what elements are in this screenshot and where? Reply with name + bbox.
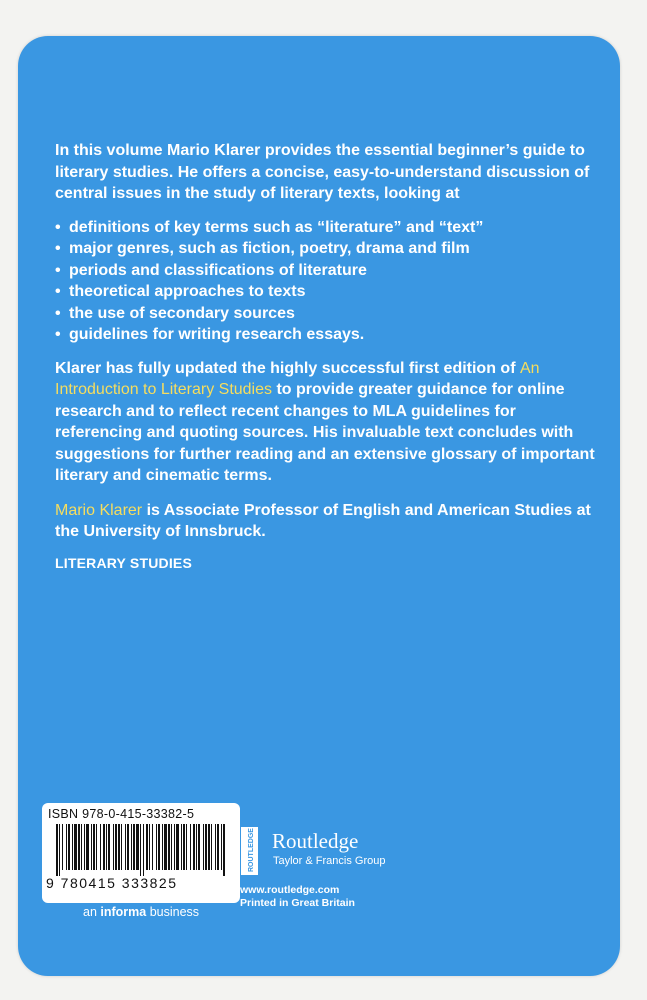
publisher-subtitle: Taylor & Francis Group <box>273 855 386 867</box>
routledge-logo-icon <box>240 826 268 876</box>
publisher-website: www.routledge.com <box>240 884 340 896</box>
author-bio <box>55 500 595 543</box>
logo-vertical-text: ROUTLEDGE <box>248 828 255 872</box>
isbn-label: ISBN 978-0-415-33382-5 <box>48 807 195 821</box>
barcode-panel <box>42 803 240 903</box>
list-item: • the use of secondary sources <box>55 303 595 325</box>
author-name: Mario Klarer <box>55 501 143 519</box>
informa-suffix: business <box>146 905 200 919</box>
topic-list <box>55 217 595 346</box>
series-label: LITERARY STUDIES <box>55 554 192 571</box>
update-text-after: to provide greater guidance for online research and to reflect recent changes to MLA guidelines for referencing and quoting sources. His invaluable text concludes with suggestions for further reading and an extensive glossary of important literary and cinematic terms. <box>55 381 595 484</box>
list-item: • guidelines for writing research essays. <box>55 324 595 346</box>
informa-word: informa <box>100 905 147 919</box>
author-bio-text: is Associate Professor of English and American Studies at the University of Innsbruck. <box>55 501 591 540</box>
informa-tagline <box>83 905 199 919</box>
book-title: An Introduction to Literary Studies <box>55 359 540 398</box>
list-item: • major genres, such as fiction, poetry, drama and film <box>55 238 595 260</box>
publisher-info <box>240 884 355 910</box>
barcode-icon <box>56 824 228 876</box>
list-item: • theoretical approaches to texts <box>55 281 595 303</box>
blurb <box>55 140 595 574</box>
list-item: • definitions of key terms such as “literature” and “text” <box>55 217 595 239</box>
list-item: • periods and classifications of literature <box>55 260 595 282</box>
intro-paragraph: In this volume Mario Klarer provides the essential beginner’s guide to literary studies. He offers a concise, easy-to-understand discussion of central issues in the study of literary texts, looking at <box>55 142 590 202</box>
publisher-name: Routledge <box>272 829 359 853</box>
update-text-before: Klarer has fully updated the highly successful first edition of <box>55 359 520 377</box>
informa-prefix: an <box>83 905 101 919</box>
printed-in: Printed in Great Britain <box>240 897 355 909</box>
barcode-digits: 9 780415 333825 <box>46 875 178 891</box>
update-paragraph <box>55 358 595 487</box>
